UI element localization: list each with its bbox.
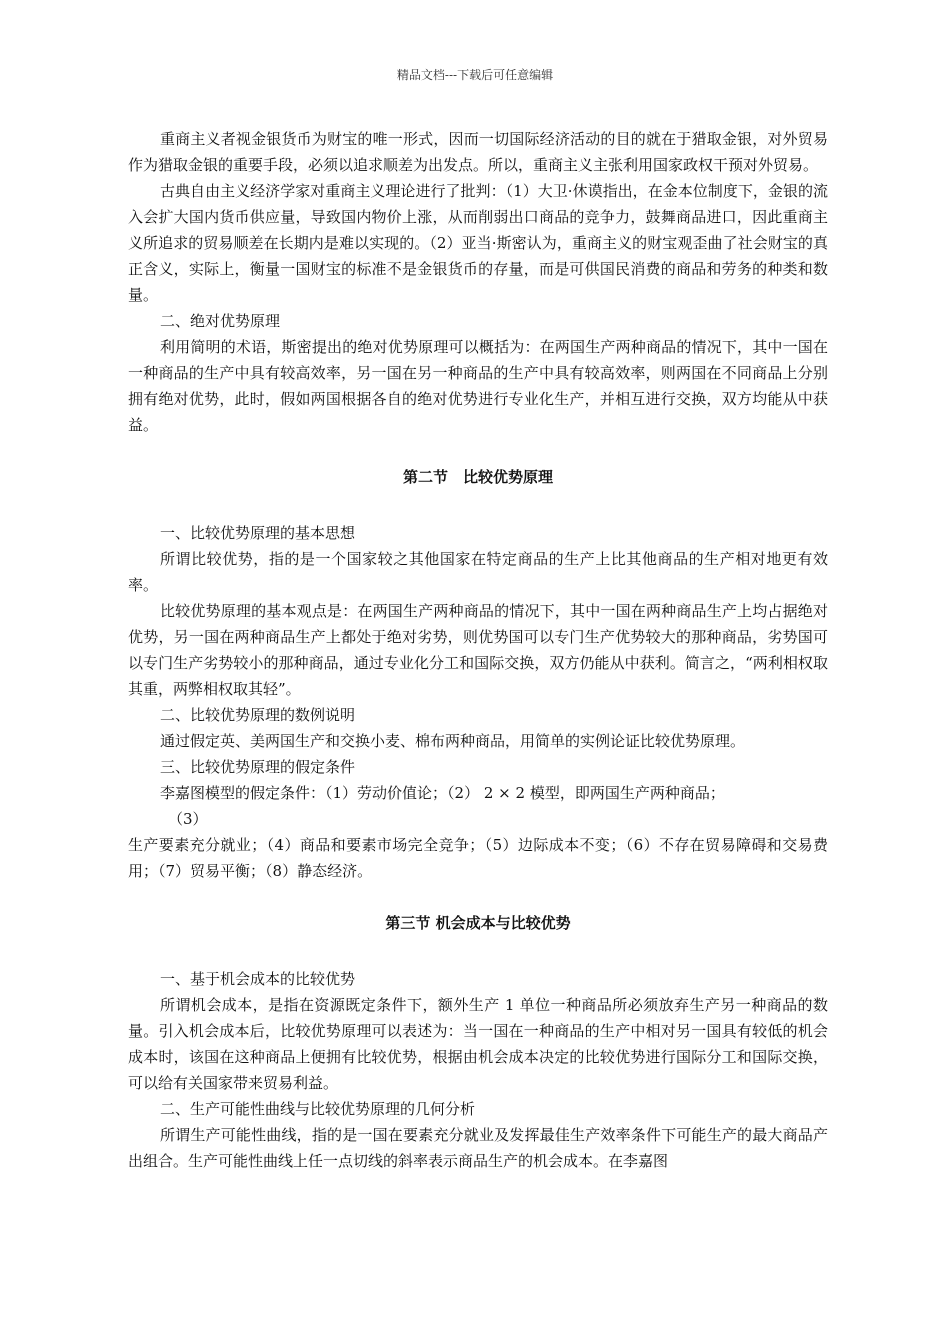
section-title: 第三节 机会成本与比较优势 [385, 914, 571, 932]
paragraph: 生产要素充分就业；（4）商品和要素市场完全竞争；（5）边际成本不变；（6）不存在贸易障碍和交易费用；（7）贸易平衡；（8）静态经济。 [128, 836, 828, 880]
subheading: 三、比较优势原理的假定条件 [160, 758, 356, 776]
subheading: 一、基于机会成本的比较优势 [160, 970, 356, 988]
page-header: 精品文档---下载后可任意编辑 [396, 68, 554, 82]
paragraph: 重商主义者视金银货币为财宝的唯一形式，因而一切国际经济活动的目的就在于猎取金银，对外贸易作为猎取金银的重要手段，必须以追求顺差为出发点。所以，重商主义主张利用国家政权干预对外贸易。 [128, 130, 828, 174]
paragraph: 比较优势原理的基本观点是：在两国生产两种商品的情况下，其中一国在两种商品生产上均占据绝对优势，另一国在两种商品生产上都处于绝对劣势，则优势国可以专门生产优势较大的那种商品，劣势国可以专门生产劣势较小的那种商品，通过专业化分工和国际交换，双方仍能从中获利。简言之，“两利相权取其重，两弊相权取其轻”。 [128, 602, 828, 698]
subheading: 二、绝对优势原理 [160, 312, 281, 330]
paragraph: 通过假定英、美两国生产和交换小麦、棉布两种商品，用简单的实例论证比较优势原理。 [160, 732, 746, 750]
paragraph: 所谓比较优势，指的是一个国家较之其他国家在特定商品的生产上比其他商品的生产相对地更有效率。 [128, 550, 828, 594]
paragraph-fragment: （3） [168, 810, 208, 828]
paragraph: 李嘉图模型的假定条件：（1）劳动价值论；（2） 2 × 2 模型，即两国生产两种商品； [160, 784, 725, 802]
paragraph: 古典自由主义经济学家对重商主义理论进行了批判：（1）大卫·休谟指出，在金本位制度下，金银的流入会扩大国内货币供应量，导致国内物价上涨，从而削弱出口商品的竞争力，鼓舞商品进口，因此重商主义所追求的贸易顺差在长期内是难以实现的。（2）亚当·斯密认为，重商主义的财宝观歪曲了社会财宝的真正含义，实际上，衡量一国财宝的标准不是金银货币的存量，而是可供国民消费的商品和劳务的种类和数量。 [128, 182, 828, 304]
section-title: 第二节 比较优势原理 [402, 468, 553, 486]
document-body [128, 126, 828, 1174]
subheading: 一、比较优势原理的基本思想 [160, 524, 356, 542]
paragraph: 所谓机会成本，是指在资源既定条件下，额外生产 1 单位一种商品所必须放弃生产另一种商品的数量。引入机会成本后，比较优势原理可以表述为：当一国在一种商品的生产中相对另一国具有较低的机会成本时，该国在这种商品上便拥有比较优势，根据由机会成本决定的比较优势进行国际分工和国际交换，可以给有关国家带来贸易利益。 [128, 996, 828, 1092]
paragraph: 所谓生产可能性曲线，指的是一国在要素充分就业及发挥最佳生产效率条件下可能生产的最大商品产出组合。生产可能性曲线上任一点切线的斜率表示商品生产的机会成本。在李嘉图 [128, 1126, 828, 1170]
subheading: 二、比较优势原理的数例说明 [160, 706, 356, 724]
paragraph: 利用简明的术语，斯密提出的绝对优势原理可以概括为：在两国生产两种商品的情况下，其中一国在一种商品的生产中具有较高效率，另一国在另一种商品的生产中具有较高效率，则两国在不同商品上分别拥有绝对优势，此时，假如两国根据各自的绝对优势进行专业化生产，并相互进行交换，双方均能从中获益。 [128, 338, 828, 434]
subheading: 二、生产可能性曲线与比较优势原理的几何分析 [160, 1100, 476, 1118]
